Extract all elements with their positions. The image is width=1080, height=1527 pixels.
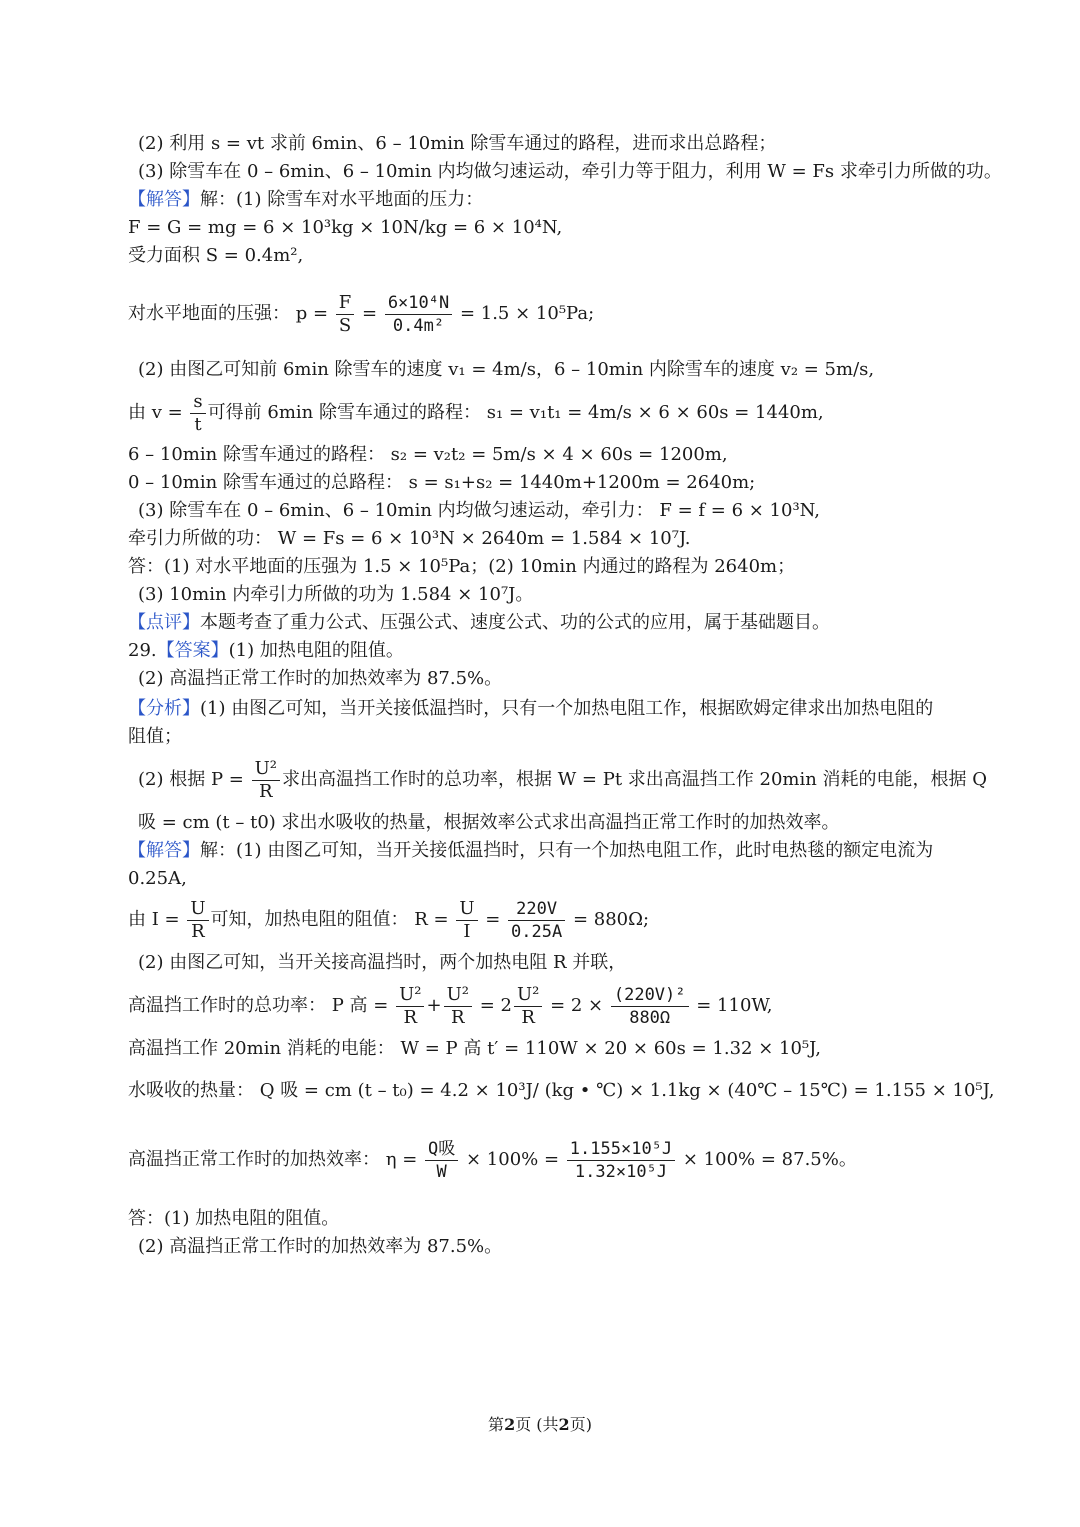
q29-answer-line — [128, 639, 984, 663]
fraction-numerator: U² — [444, 984, 472, 1007]
fraction-numerator: U — [187, 898, 208, 921]
answer-tag: 【答案】 — [156, 640, 229, 661]
equals-sign: = — [479, 909, 507, 930]
fraction-c — [514, 984, 542, 1029]
fraction-voltage-current — [508, 898, 565, 943]
fraction-denominator: W — [436, 1161, 447, 1182]
heat-line: 水吸收的热量： Q 吸 = cm (t – t₀) = 4.2 × 10³J/ (kg • ℃) × 1.1kg × (40℃ – 15℃) = 1.155 × 10⁵J, — [128, 1080, 995, 1101]
q29-analysis-cont: 阻值； — [128, 726, 182, 747]
comment-text: 本题考查了重力公式、压强公式、速度公式、功的公式的应用，属于基础题目。 — [200, 612, 830, 633]
fraction-denominator: R — [450, 1006, 465, 1028]
traction-line: (3) 除雪车在 0 – 6min、6 – 10min 内均做匀速运动，牵引力： F = f = 6 × 10³N, — [138, 500, 820, 521]
analysis-line-2: (2) 利用 s = vt 求前 6min、6 – 10min 除雪车通过的路程，进而求出总路程； — [138, 133, 777, 154]
heat-analysis-line: 吸 = cm (t – t0) 求出水吸收的热量，根据效率公式求出高温挡正常工作时的加热效率。 — [138, 812, 840, 833]
q29-answer-line-2: (2) 高温挡正常工作时的加热效率为 87.5%。 — [138, 668, 503, 689]
fraction-u-over-i — [456, 898, 477, 943]
q29-solution-line — [128, 839, 984, 863]
efficiency-prefix: 高温挡正常工作时的加热效率： η = — [128, 1149, 424, 1170]
fraction-denominator: 880Ω — [629, 1007, 671, 1028]
answer-line-2: (3) 10min 内牵引力所做的功为 1.584 × 10⁷J。 — [138, 584, 534, 605]
fraction-numerator: 6×10⁴N — [385, 292, 452, 315]
page-total: 2 — [558, 1415, 570, 1434]
fraction-numerator: U² — [396, 984, 424, 1007]
pressure-result: = 1.5 × 10⁵Pa; — [454, 303, 595, 324]
comment-tag: 【点评】 — [128, 612, 200, 633]
page-footer — [0, 1414, 1080, 1436]
solution-text: 解：(1) 由图乙可知，当开关接低温挡时，只有一个加热电阻工作，此时电热毯的额定电流为 — [200, 840, 934, 861]
fraction-numerator: U² — [514, 984, 542, 1007]
pressure-label: 对水平地面的压强： p = — [128, 303, 334, 324]
fraction-denominator: R — [521, 1006, 535, 1028]
fraction-numerator: (220V)² — [611, 984, 689, 1007]
fraction-denominator: R — [403, 1006, 418, 1028]
efficiency-result: × 100% = 87.5%。 — [677, 1149, 857, 1170]
solution-tag: 【解答】 — [128, 189, 200, 210]
fraction-numerator: Q吸 — [425, 1138, 458, 1161]
fraction-numerator: 1.155×10⁵J — [567, 1138, 675, 1161]
fraction-s-over-t — [190, 391, 205, 436]
area-line: 受力面积 S = 0.4m², — [128, 245, 304, 266]
energy-line: 高温挡工作 20min 消耗的电能： W = P 高 t′ = 110W × 20 × 60s = 1.32 × 10⁵J, — [128, 1038, 821, 1059]
fraction-pressure-values — [385, 292, 452, 337]
solution-tag-2: 【解答】 — [128, 840, 200, 861]
page-number: 2 — [504, 1415, 516, 1434]
comment-line — [128, 611, 984, 635]
question-number: 29. — [128, 640, 157, 661]
fraction-f-over-s — [336, 292, 355, 337]
distance-line-1 — [128, 390, 984, 436]
fraction-denominator: 0.25A — [511, 921, 563, 942]
power-prefix: (2) 根据 P = — [138, 769, 250, 790]
force-formula: F = G = mg = 6 × 10³kg × 10N/kg = 6 × 10⁴N, — [128, 217, 563, 238]
fraction-denominator: 1.32×10⁵J — [574, 1161, 668, 1182]
fraction-numerator: F — [336, 292, 355, 315]
speed-line: (2) 由图乙可知前 6min 除雪车的速度 v₁ = 4m/s，6 – 10min 内除雪车的速度 v₂ = 5m/s, — [138, 359, 875, 380]
final-answer-line-1: 答：(1) 加热电阻的阻值。 — [128, 1208, 340, 1229]
fraction-denominator: t — [194, 413, 202, 435]
distance-line-2: 6 – 10min 除雪车通过的路程： s₂ = v₂t₂ = 5m/s × 4 × 60s = 1200m, — [128, 444, 728, 465]
current-line: 0.25A, — [128, 868, 187, 889]
resistance-result: = 880Ω; — [567, 909, 650, 930]
distance-prefix: 由 v = — [128, 402, 189, 423]
power-text: 求出高温挡工作时的总功率，根据 W = Pt 求出高温挡工作 20min 消耗的电能，根据 Q — [281, 769, 988, 790]
fraction-efficiency-values — [567, 1138, 675, 1183]
power-formula-line — [138, 756, 988, 804]
parallel-line: (2) 由图乙可知，当开关接高温挡时，两个加热电阻 R 并联， — [138, 952, 627, 973]
answer-line-1: 答：(1) 对水平地面的压强为 1.5 × 10⁵Pa；(2) 10min 内通过的路程为 2640m； — [128, 556, 796, 577]
fraction-u2-over-r — [252, 758, 280, 803]
efficiency-mid: × 100% = — [460, 1149, 565, 1170]
answer-text: (1) 加热电阻的阻值。 — [228, 640, 404, 661]
solution-header — [128, 188, 984, 212]
footer-mid: 页 (共 — [515, 1415, 559, 1434]
distance-total-line: 0 – 10min 除雪车通过的总路程： s = s₁+s₂ = 1440m+1200m = 2640m; — [128, 472, 756, 493]
fraction-denominator: R — [191, 920, 205, 942]
equals-two-times: = 2 × — [544, 995, 609, 1016]
fraction-q-over-w — [425, 1138, 458, 1183]
fraction-denominator: I — [463, 920, 471, 942]
equals-two: = 2 — [473, 995, 512, 1016]
efficiency-line — [128, 1134, 984, 1186]
fraction-numerator: U² — [252, 758, 280, 781]
fraction-d — [611, 984, 689, 1029]
fraction-u-over-r — [187, 898, 208, 943]
total-power-prefix: 高温挡工作时的总功率： P 高 = — [128, 995, 395, 1016]
resistance-prefix: 由 I = — [128, 909, 186, 930]
fraction-b — [444, 984, 472, 1029]
fraction-denominator: 0.4m² — [392, 315, 445, 336]
total-power-result: = 110W, — [690, 995, 773, 1016]
plus-sign: + — [426, 995, 442, 1016]
fraction-numerator: 220V — [508, 898, 565, 921]
q29-analysis-line — [128, 697, 984, 721]
pressure-line: 对水平地面的压强： p = $\frac{F}{S}$ = $\frac{\text{6×10⁴N}}{\text{0.4m²}}$ = 1.5 × 10⁵Pa; — [128, 291, 595, 336]
solution-intro: 解：(1) 除雪车对水平地面的压力： — [200, 189, 484, 210]
analysis-line-3: (3) 除雪车在 0 – 6min、6 – 10min 内均做匀速运动，牵引力等于阻力，利用 W = Fs 求牵引力所做的功。 — [138, 161, 1002, 182]
work-line: 牵引力所做的功： W = Fs = 6 × 10³N × 2640m = 1.584 × 10⁷J. — [128, 528, 691, 549]
resistance-line — [128, 896, 984, 944]
analysis-tag: 【分析】 — [128, 698, 200, 719]
footer-post: 页) — [569, 1415, 592, 1434]
final-answer-line-2: (2) 高温挡正常工作时的加热效率为 87.5%。 — [138, 1236, 503, 1257]
fraction-numerator: s — [190, 391, 205, 414]
analysis-text: (1) 由图乙可知，当开关接低温挡时，只有一个加热电阻工作，根据欧姆定律求出加热电阻的 — [200, 698, 934, 719]
fraction-denominator: R — [258, 780, 273, 802]
footer-pre: 第 — [488, 1415, 505, 1434]
resistance-mid: 可知，加热电阻的阻值： R = — [210, 909, 455, 930]
fraction-denominator: S — [338, 314, 352, 336]
distance-result: 可得前 6min 除雪车通过的路程： s₁ = v₁t₁ = 4m/s × 6 × 60s = 1440m, — [207, 402, 824, 423]
fraction-a — [396, 984, 424, 1029]
fraction-numerator: U — [456, 898, 477, 921]
total-power-line — [128, 982, 984, 1030]
